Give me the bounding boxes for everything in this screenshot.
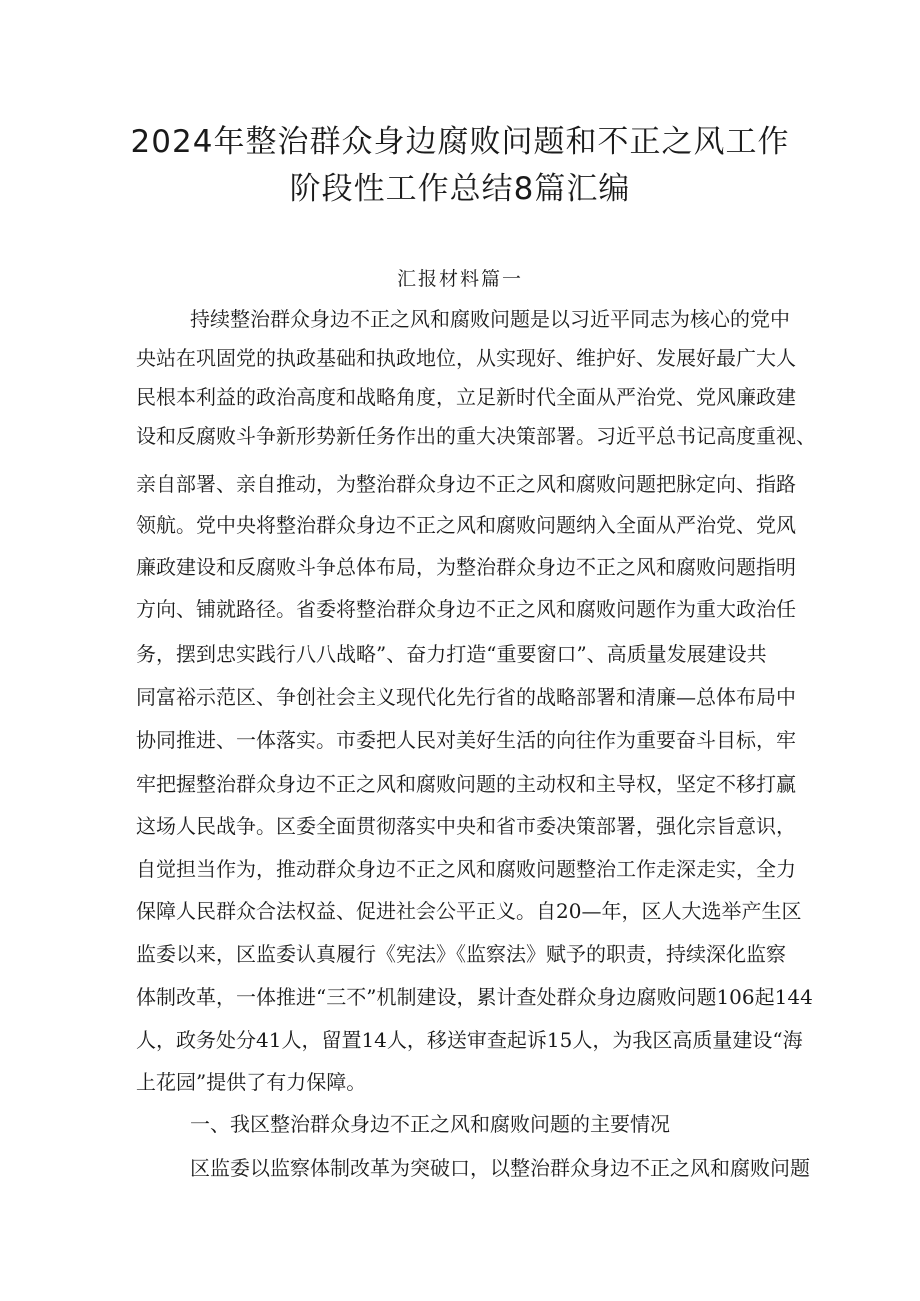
paragraph-line: 上花园”提供了有力保障。 xyxy=(136,1070,367,1094)
paragraph-line: 设和反腐败斗争新形势新任务作出的重大决策部署。习近平总书记高度重视、 xyxy=(136,424,816,448)
paragraph-line: 民根本利益的政治高度和战略角度，立足新时代全面从严治党、党风廉政建 xyxy=(136,385,796,409)
paragraph-line: 这场人民战争。区委全面贯彻落实中央和省市委决策部署，强化宗旨意识， xyxy=(136,814,796,838)
paragraph-line: 同富裕示范区、争创社会主义现代化先行省的战略部署和清廉—总体布局中 xyxy=(136,685,796,709)
paragraph-line: 保障人民群众合法权益、促进社会公平正义。自20—年，区人大选举产生区 xyxy=(136,899,802,923)
section-subheading: 一、我区整治群众身边不正之风和腐败问题的主要情况 xyxy=(190,1112,670,1136)
paragraph-line: 务，摆到忠实践行八八战略”、奋力打造“重要窗口”、高质量发展建设共 xyxy=(136,642,767,666)
section-heading: 汇报材料篇一 xyxy=(396,268,523,290)
paragraph-line: 人，政务处分41人，留置14人，移送审查起诉15人，为我区高质量建设“海 xyxy=(136,1028,803,1052)
paragraph-line: 区监委以监察体制改革为突破口，以整治群众身边不正之风和腐败问题 xyxy=(190,1156,810,1180)
paragraph-line: 方向、铺就路径。省委将整治群众身边不正之风和腐败问题作为重大政治任 xyxy=(136,597,796,621)
paragraph-line: 亲自部署、亲自推动，为整治群众身边不正之风和腐败问题把脉定向、指路 xyxy=(136,472,796,496)
paragraph-line: 监委以来，区监委认真履行《宪法》《监察法》赋予的职责，持续深化监察 xyxy=(136,942,786,966)
paragraph-line: 央站在巩固党的执政基础和执政地位，从实现好、维护好、发展好最广大人 xyxy=(136,346,796,370)
paragraph-line: 持续整治群众身边不正之风和腐败问题是以习近平同志为核心的党中 xyxy=(190,307,790,331)
paragraph-line: 廉政建设和反腐败斗争总体布局，为整治群众身边不正之风和腐败问题指明 xyxy=(136,555,796,579)
paragraph-line: 体制改革，一体推进“三不”机制建设，累计查处群众身边腐败问题106起144 xyxy=(136,985,813,1009)
paragraph-line: 牢把握整治群众身边不正之风和腐败问题的主动权和主导权，坚定不移打赢 xyxy=(136,772,796,796)
paragraph-line: 协同推进、一体落实。市委把人民对美好生活的向往作为重要奋斗目标，牢 xyxy=(136,728,796,752)
document-title-line1: 2024年整治群众身边腐败问题和不正之风工作 xyxy=(130,124,790,160)
paragraph-line: 自觉担当作为，推动群众身边不正之风和腐败问题整治工作走深走实，全力 xyxy=(136,857,796,881)
document-title-line2: 阶段性工作总结8篇汇编 xyxy=(289,171,631,207)
paragraph-line: 领航。党中央将整治群众身边不正之风和腐败问题纳入全面从严治党、党风 xyxy=(136,513,796,537)
